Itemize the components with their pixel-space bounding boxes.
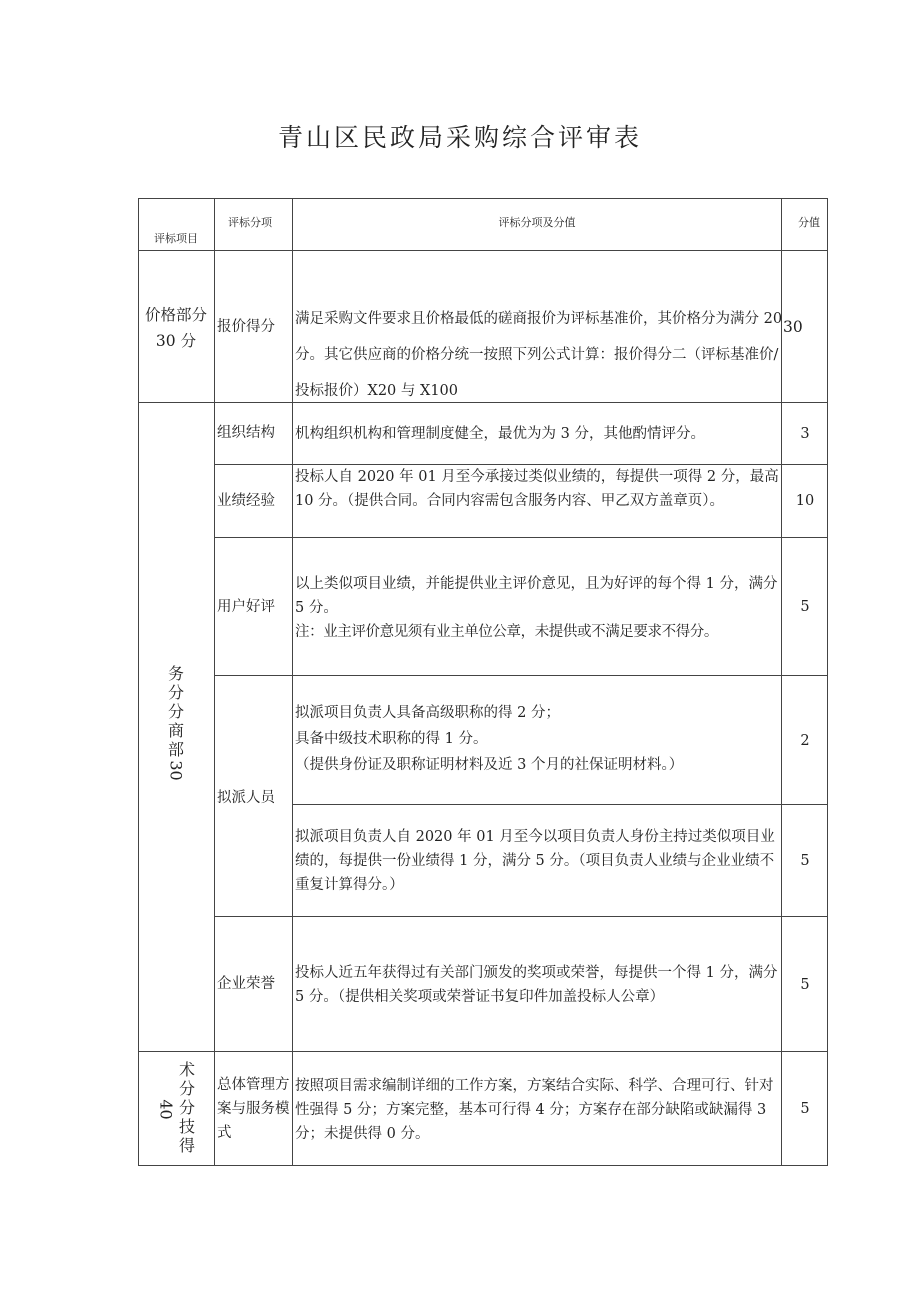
table-border xyxy=(138,1165,828,1166)
header-score: 分值 xyxy=(798,216,820,229)
price-category-line1: 价格部分 xyxy=(144,306,207,324)
row-score: 2 xyxy=(800,733,810,749)
row-item: 企业荣誉 xyxy=(217,976,275,992)
business-category-char: 分 xyxy=(167,702,184,721)
table-border xyxy=(214,675,828,676)
table-border xyxy=(214,916,828,917)
row-note: 注：业主评价意见须有业主单位公章，未提供或不满足要求不得分。 xyxy=(295,624,718,640)
table-border xyxy=(214,198,215,1166)
price-score: 30 xyxy=(783,318,803,336)
table-border xyxy=(292,804,828,805)
business-category-char: 务 xyxy=(167,664,184,683)
tech-category-char: 得 xyxy=(178,1136,195,1155)
table-border xyxy=(138,250,828,251)
row-description: 机构组织机构和管理制度健全，最优为为 3 分，其他酌情评分。 xyxy=(295,426,705,442)
business-category-char: 部 xyxy=(167,740,184,759)
row-score: 5 xyxy=(800,1101,810,1117)
price-category-line2: 30 分 xyxy=(155,332,197,350)
header-description: 评标分项及分值 xyxy=(498,216,576,229)
tech-category-score: 40 xyxy=(156,1099,176,1120)
row-description-text: 以上类似项目业绩，并能提供业主评价意见，且为好评的每个得 1 分，满分 5 分。 xyxy=(295,576,778,616)
business-category-char: 商 xyxy=(167,721,184,740)
row-description: 投标人近五年获得过有关部门颁发的奖项或荣誉，每提供一个得 1 分，满分 5 分。（提供相关奖项或荣誉证书复印件加盖投标人公章） xyxy=(295,965,778,1005)
row-description xyxy=(295,572,781,644)
table-border xyxy=(214,537,828,538)
header-subitem: 评标分项 xyxy=(228,216,272,229)
row-description-line: （提供身份证及职称证明材料及近 3 个月的社保证明材料。） xyxy=(295,757,684,773)
row-score: 3 xyxy=(800,426,810,442)
tech-category-char: 分 xyxy=(178,1098,195,1117)
row-item: 业绩经验 xyxy=(217,493,275,509)
tech-category-score-box xyxy=(154,1098,178,1121)
row-description-line: 拟派项目负责人具备高级职称的得 2 分； xyxy=(295,705,560,721)
page-title: 青山区民政局采购综合评审表 xyxy=(277,123,642,152)
row-score: 10 xyxy=(795,493,815,509)
row-description: 投标人自 2020 年 01 月至今承接过类似业绩的，每提供一项得 2 分，最高 10 分。（提供合同。合同内容需包含服务内容、甲乙双方盖章页）。 xyxy=(295,469,779,509)
business-category xyxy=(138,664,214,782)
table-border xyxy=(827,198,828,1166)
tech-category-char: 技 xyxy=(178,1117,195,1136)
row-score: 5 xyxy=(800,599,810,615)
price-item: 报价得分 xyxy=(217,319,275,335)
business-category-char: 分 xyxy=(167,683,184,702)
row-item: 总体管理方案与服务模式 xyxy=(217,1077,290,1141)
tech-category-char: 术 xyxy=(178,1060,195,1079)
business-category-score: 30 xyxy=(166,760,186,781)
row-description: 按照项目需求编制详细的工作方案，方案结合实际、科学、合理可行、针对性强得 5 分；方案完整，基本可行得 4 分；方案存在部分缺陷或缺漏得 3 分；未提供得 0 分。 xyxy=(295,1078,774,1142)
header-project: 评标项目 xyxy=(154,232,198,245)
evaluation-table xyxy=(138,198,828,1166)
row-score: 5 xyxy=(800,853,810,869)
table-border xyxy=(138,198,828,199)
price-category xyxy=(138,302,214,354)
row-description-line: 具备中级技术职称的得 1 分。 xyxy=(295,731,488,747)
row-item: 用户好评 xyxy=(217,599,275,615)
price-description: 满足采购文件要求且价格最低的磋商报价为评标基准价，其价格分为满分 20 分。其它供应商的价格分统一按照下列公式计算：报价得分二（评标基准价/投标报价）X20 与 X100 xyxy=(295,311,783,399)
table-border xyxy=(138,1051,828,1052)
row-score: 5 xyxy=(800,977,810,993)
row-description xyxy=(295,700,781,778)
table-border xyxy=(292,198,293,1166)
tech-category-char: 分 xyxy=(178,1079,195,1098)
row-description: 拟派项目负责人自 2020 年 01 月至今以项目负责人身份主持过类似项目业绩的，每提供一份业绩得 1 分，满分 5 分。（项目负责人业绩与企业业绩不重复计算得分。） xyxy=(295,829,775,893)
row-item: 拟派人员 xyxy=(217,790,275,806)
row-item: 组织结构 xyxy=(217,425,275,441)
